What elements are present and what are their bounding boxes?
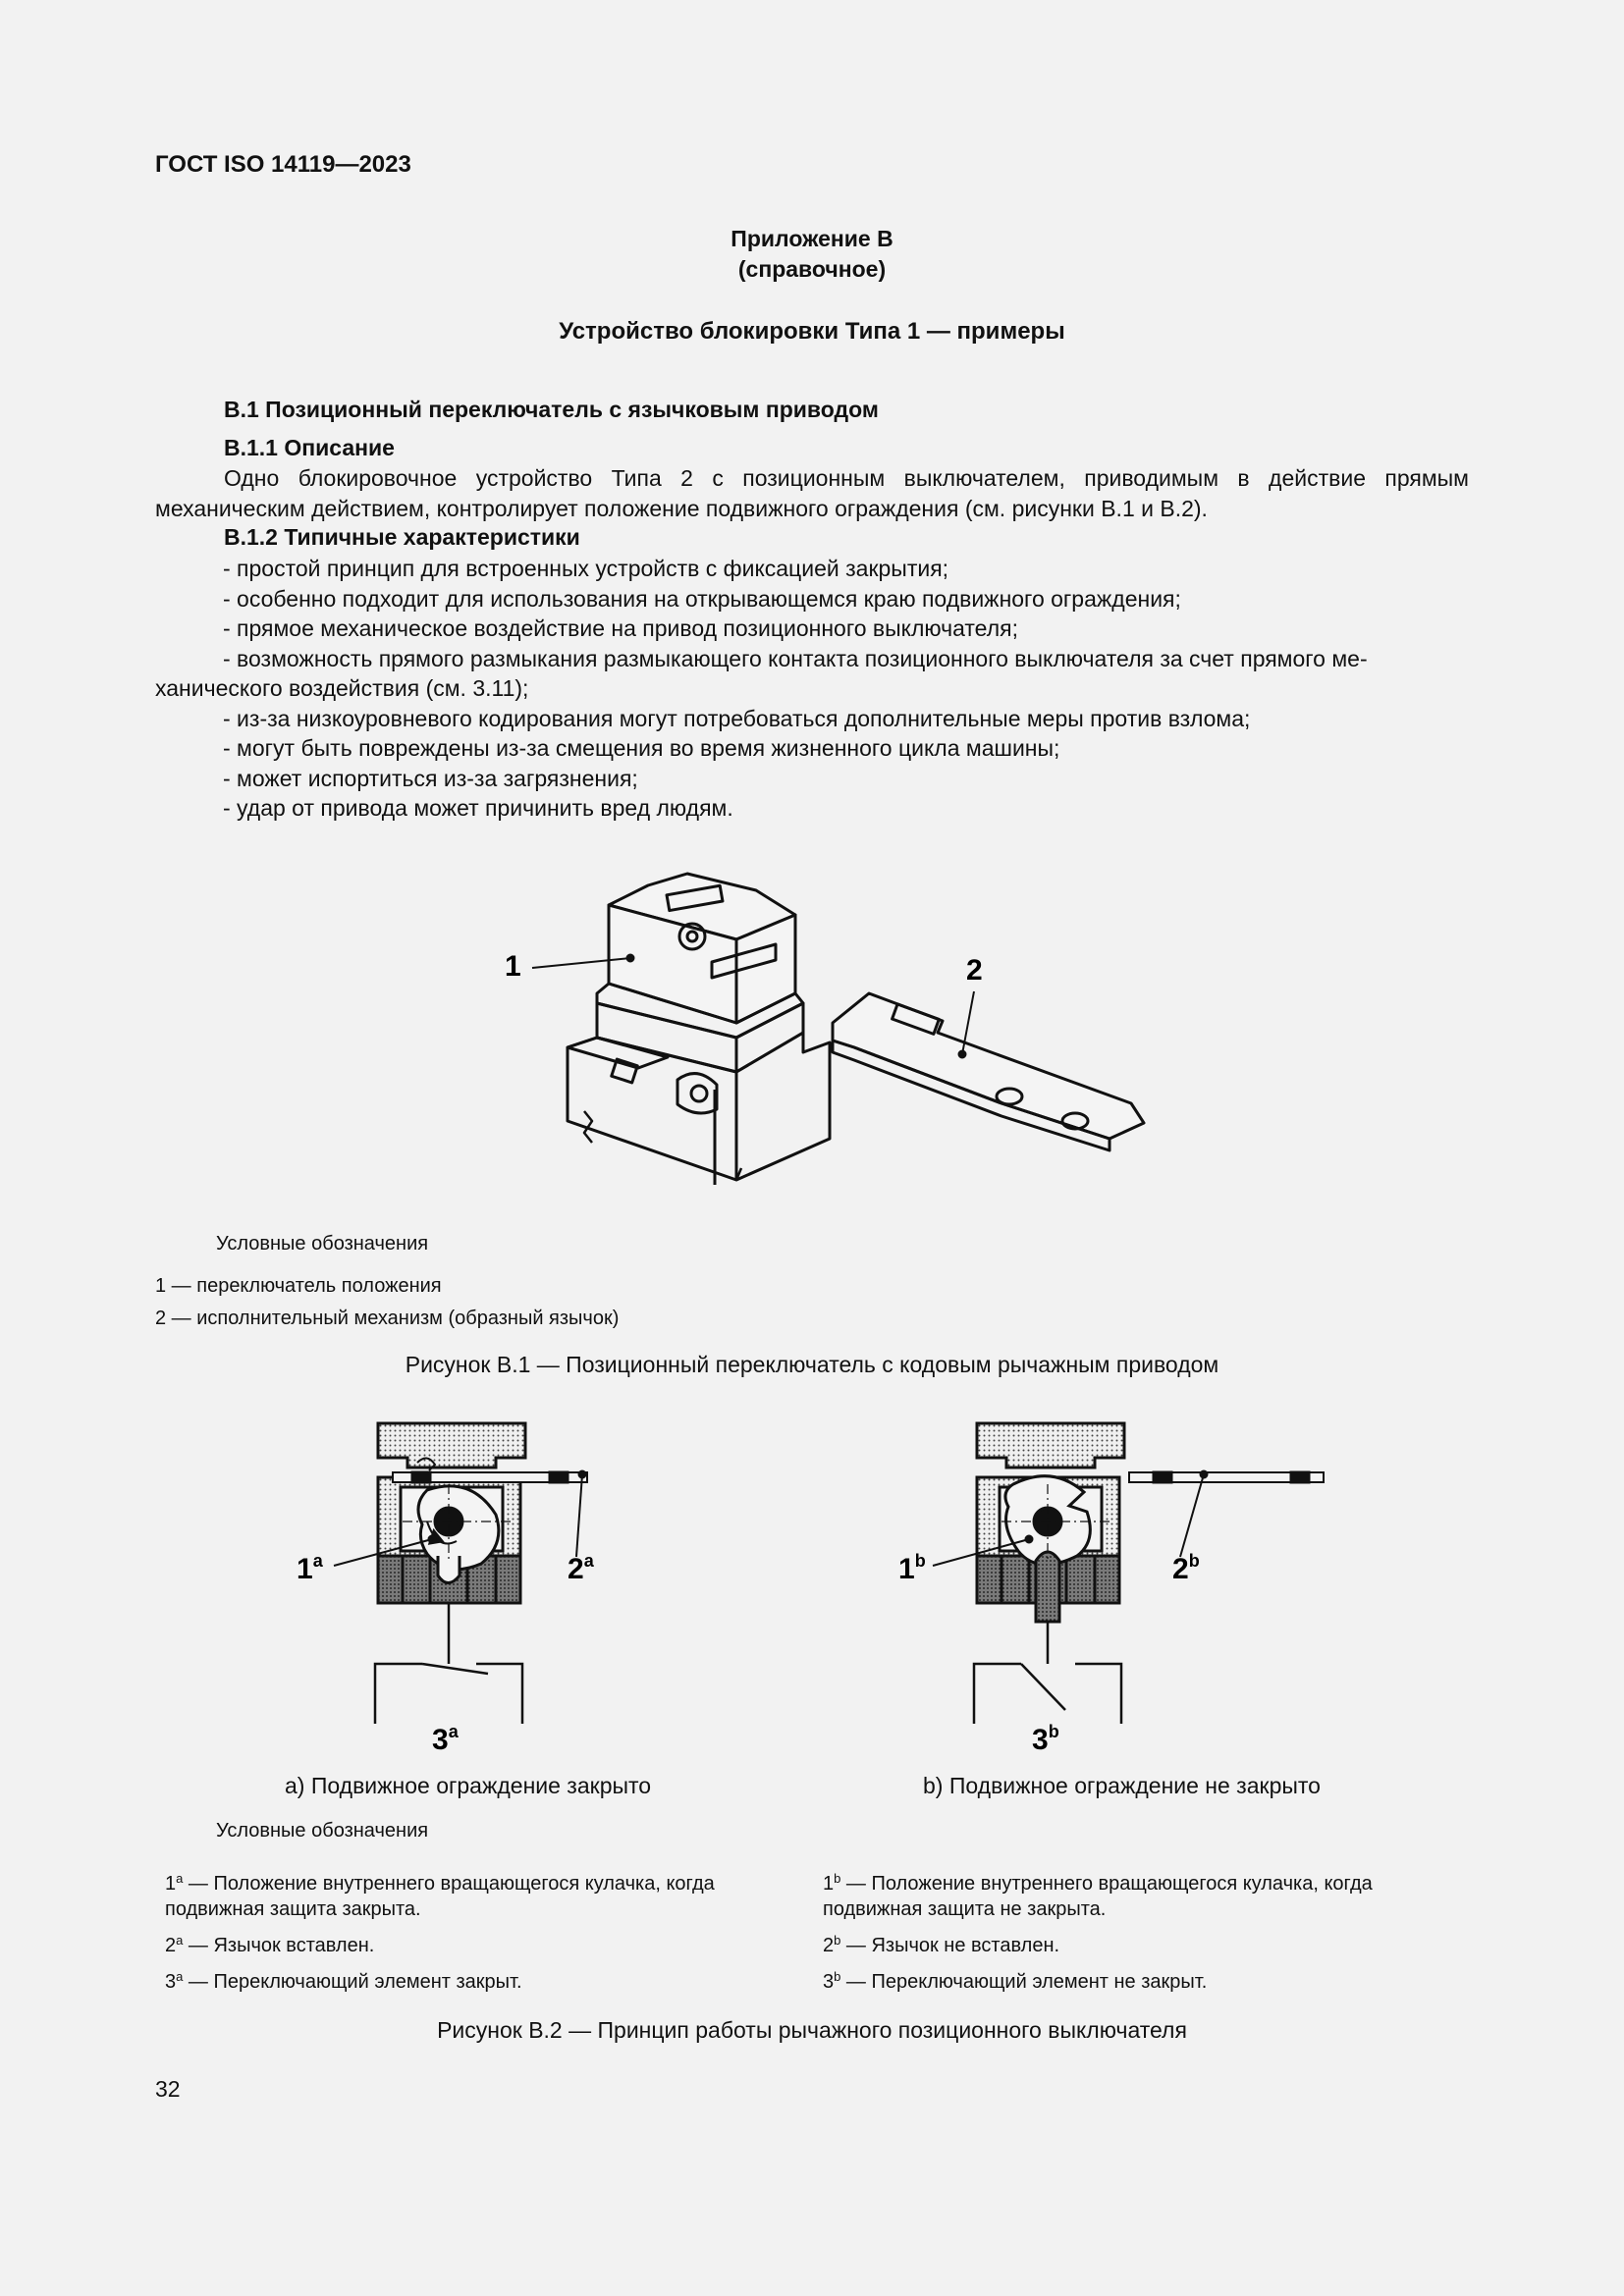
list-item: - особенно подходит для использования на открывающемся краю подвижного ограждения; [223,585,1181,612]
list-item: - может испортиться из-за загрязнения; [223,765,638,791]
list-item: ханического воздействия (см. 3.11); [155,675,529,701]
legend-item: 3$^a$ — Переключающий элемент закрыт. [165,1968,522,1993]
panel-b-mechanism [933,1423,1324,1724]
figure2-legend-b [823,1871,1471,1995]
label-3b: 3$^b$ [1032,1722,1059,1756]
legend-item: 2$^a$ — Язычок вставлен. [165,1932,375,1956]
section-b11-text: Одно блокировочное устройство Типа 2 с позиционным выключателем, приводимым в действие прямым механическим действием, контролирует положение подвижного ограждения (см. рисунки В.1 и В.2). [155,465,1469,521]
figure1-caption: Рисунок В.1 — Позиционный переключатель с кодовым рычажным приводом [405,1352,1219,1377]
legend-item: 1$^b$ — Положение внутреннего вращающегося кулачка, когда подвижная защита не закрыта. [823,1870,1373,1920]
list-item: - удар от привода может причинить вред людям. [223,795,733,821]
appendix-heading: Устройство блокировки Типа 1 — примеры [559,318,1065,345]
figure-b1-drawing [491,846,1159,1200]
subcaption-a: а) Подвижное ограждение закрыто [285,1773,652,1798]
section-b11-title: В.1.1 Описание [224,435,395,460]
tongue-actuator-illustration [833,993,1144,1150]
legend-item: 1$^a$ — Положение внутреннего вращающегося кулачка, когда подвижная защита закрыта. [165,1870,715,1920]
document-header: ГОСТ ISO 14119—2023 [155,151,411,178]
list-item: - из-за низкоуровневого кодирования могут потребоваться дополнительные меры против взлома; [223,705,1251,731]
figure1-legend-item: 2 — исполнительный механизм (образный язычок) [155,1308,620,1329]
callout-1: 1 [505,950,521,983]
panel-a-mechanism [334,1423,587,1724]
appendix-title: Приложение В [731,226,893,251]
figure2-caption: Рисунок В.2 — Принцип работы рычажного позиционного выключателя [437,2017,1187,2043]
position-switch-illustration [568,874,830,1185]
section-b1-title: В.1 Позиционный переключатель с язычковым приводом [224,397,879,422]
appendix-note: (справочное) [737,256,887,282]
page-number: 32 [155,2076,181,2102]
characteristics-list [155,554,1470,824]
callout-2: 2 [966,954,983,987]
list-item: - прямое механическое воздействие на привод позиционного выключателя; [223,615,1018,641]
figure2-legend-title: Условные обозначения [216,1820,429,1842]
legend-item: 3$^b$ — Переключающий элемент не закрыт. [823,1968,1208,1993]
label-2b: 2$^b$ [1172,1551,1200,1585]
list-item: - могут быть повреждены из-за смещения во время жизненного цикла машины; [223,735,1060,761]
figure2-legend-a [165,1871,793,1995]
label-2a: 2$^a$ [568,1551,594,1585]
label-1b: 1$^b$ [898,1551,926,1585]
figure-b2-drawing [275,1414,1365,1757]
subcaption-b: b) Подвижное ограждение не закрыто [923,1773,1321,1798]
figure1-legend-item: 1 — переключатель положения [155,1275,442,1297]
label-3a: 3$^a$ [432,1722,459,1756]
section-b12-title: В.1.2 Типичные характеристики [224,524,580,550]
figure1-legend-title: Условные обозначения [216,1233,429,1255]
legend-item: 2$^b$ — Язычок не вставлен. [823,1932,1060,1956]
list-item: - простой принцип для встроенных устройств с фиксацией закрытия; [223,556,949,581]
label-1a: 1$^a$ [297,1551,323,1585]
list-item: - возможность прямого размыкания размыкающего контакта позиционного выключателя за счет прямого ме- [223,645,1368,671]
